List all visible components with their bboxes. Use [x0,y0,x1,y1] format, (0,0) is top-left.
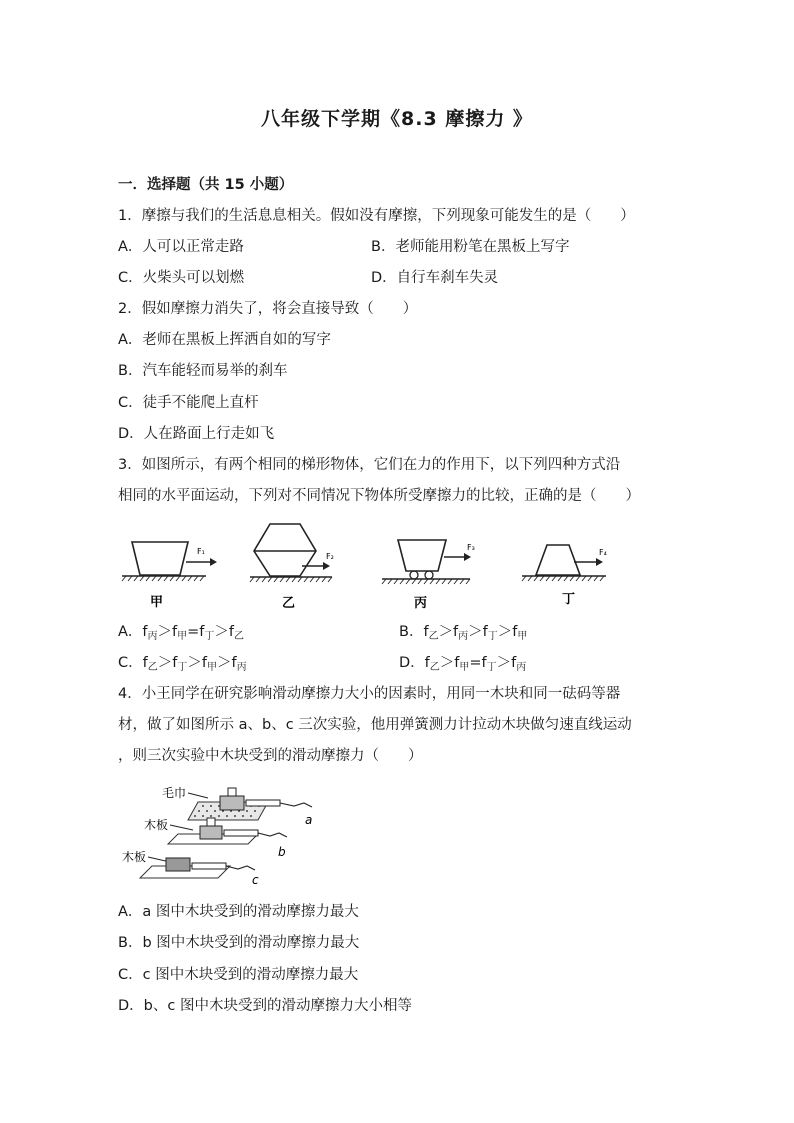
option-term: ＞f [157,655,178,671]
surface-label-towel: 毛巾 [162,786,187,800]
weight [228,788,236,796]
option-prefix: A． [118,624,143,640]
ground-hatching [122,576,204,581]
question-4-figure [118,778,328,894]
wood-block [220,796,244,810]
option-subscript: 甲 [177,631,188,642]
wood-block [200,826,222,839]
question-3-option-d [399,653,526,678]
option-term: ＞f [187,655,207,671]
figure-yi [250,524,334,611]
question-3-option-b [399,622,527,647]
surface-label-board: 木板 [144,818,169,832]
question-4-option-a: A．a 图中木块受到的滑动摩擦力最大 [118,904,359,920]
ground-hatching [382,579,470,584]
friction-experiment-diagram [118,778,328,890]
option-term: ＞f [468,624,488,640]
figure-ding [522,545,607,607]
question-1-option-b: B．老师能用粉笔在黑板上写字 [371,239,570,255]
ground-hatching [250,577,332,582]
leader-line [188,793,208,798]
panel-letter-c: c [252,873,259,887]
question-2-option-d: D．人在路面上行走如飞 [118,426,275,442]
question-4-stem-line-3: ，则三次实验中木块受到的滑动摩擦力（ ） [118,748,423,764]
trapezoid-diagram [118,518,658,613]
question-3-stem-line-1: 3．如图所示，有两个相同的梯形物体，它们在力的作用下，以下列四种方式沿 [118,457,621,473]
question-2-option-a: A．老师在黑板上挥洒自如的写字 [118,332,331,348]
option-subscript: 丙 [147,631,158,642]
option-term: ＞f [439,655,460,671]
option-subscript: 甲 [206,662,217,673]
option-term: f [423,624,429,640]
option-term: ＞f [438,624,459,640]
question-2-stem: 2．假如摩擦力消失了，将会直接导致（ ） [118,301,418,317]
trapezoid-on-rollers-shape [398,540,446,571]
question-4-option-d: D．b、c 图中木块受到的滑动摩擦力大小相等 [118,998,412,1014]
question-1-option-a: A．人可以正常走路 [118,239,244,255]
question-1-option-row-2 [118,268,499,288]
option-subscript: 乙 [234,631,245,642]
spring-scale [192,863,226,869]
stacked-trapezoids-shape [254,524,316,576]
option-term: ＞f [497,624,518,640]
hand-icon [258,833,287,837]
question-1-option-row-1 [118,237,570,257]
figure-jia [122,542,217,610]
option-term: f [142,655,148,671]
option-term: ＞f [157,624,178,640]
option-subscript: 丁 [177,662,188,673]
trapezoid-upright-shape [536,545,580,575]
arrow-head [210,558,217,566]
option-subscript: 丁 [486,662,497,673]
roller-left [410,571,418,579]
question-2-option-c: C．徒手不能爬上直杆 [118,395,259,411]
arrow-head [323,562,330,570]
question-1-stem: 1．摩擦与我们的生活息息相关。假如没有摩擦，下列现象可能发生的是（ ） [118,208,635,224]
option-subscript: 甲 [517,631,528,642]
option-term: ＞f [496,655,517,671]
roller-right [425,571,433,579]
option-prefix: C． [118,655,143,671]
force-label-f1: F₁ [197,547,205,556]
hand-icon [280,803,312,807]
panel-letter-b: b [278,845,286,859]
question-4-stem-line-1: 4．小王同学在研究影响滑动摩擦力大小的因素时，用同一木块和同一砝码等器 [118,686,621,702]
question-3-option-row-2 [118,653,527,678]
page-title: 八年级下学期《8.3 摩擦力 》 [261,108,533,130]
section-heading: 一．选择题（共 15 小题） [118,177,294,193]
arrow-head [596,558,603,566]
panel-letter-a: a [305,813,313,827]
option-subscript: 丙 [516,662,527,673]
question-4-option-b: B．b 图中木块受到的滑动摩擦力最大 [118,935,360,951]
arrow-head [464,553,471,561]
option-subscript: 丙 [236,662,247,673]
option-subscript: 丁 [204,631,215,642]
option-prefix: D． [399,655,425,671]
figure-label-bing: 丙 [414,596,428,611]
figure-label-yi: 乙 [282,596,296,611]
force-label-f3: F₃ [467,543,475,552]
option-term: f [424,655,430,671]
wood-block [166,858,190,871]
force-label-f4: F₄ [599,548,607,557]
question-4-option-c: C．c 图中木块受到的滑动摩擦力最大 [118,967,359,983]
option-subscript: 乙 [428,631,439,642]
question-2-option-b: B．汽车能轻而易举的刹车 [118,363,288,379]
question-3-stem-line-2: 相同的水平面运动，下列对不同情况下物体所受摩擦力的比较，正确的是（ ） [118,488,640,504]
option-subscript: 甲 [459,662,470,673]
option-prefix: B． [399,624,424,640]
option-subscript: 乙 [147,662,158,673]
option-subscript: 乙 [429,662,440,673]
figure-label-jia: 甲 [150,595,164,610]
experiment-b [144,817,287,859]
question-3-option-row-1 [118,622,528,647]
experiment-c [122,849,259,887]
option-term: f [142,624,148,640]
surface-label-board-2: 木板 [122,850,147,864]
spring-scale [224,830,258,836]
question-4-stem-line-2: 材，做了如图所示 a、b、c 三次实验，他用弹簧测力计拉动木块做匀速直线运动 [118,717,632,733]
option-term: ＞f [216,655,237,671]
option-term: =f [187,624,205,640]
question-1-option-c: C．火柴头可以划燃 [118,270,245,286]
figure-bing [382,540,475,611]
question-3-option-a [118,624,244,640]
question-3-option-c [118,655,247,671]
force-label-f2: F₂ [326,552,334,561]
option-term: =f [469,655,487,671]
figure-label-ding: 丁 [562,592,576,607]
trapezoid-inverted-shape [132,542,188,575]
hand-icon [226,866,255,870]
option-term: ＞f [214,624,235,640]
weight [207,818,215,826]
leader-line [170,825,193,830]
spring-scale [246,800,280,806]
option-subscript: 丁 [487,631,498,642]
experiment-a [162,785,312,827]
question-3-figure [118,518,658,617]
option-subscript: 丙 [458,631,469,642]
question-1-option-d: D．自行车刹车失灵 [371,270,499,286]
ground-hatching [522,576,604,581]
